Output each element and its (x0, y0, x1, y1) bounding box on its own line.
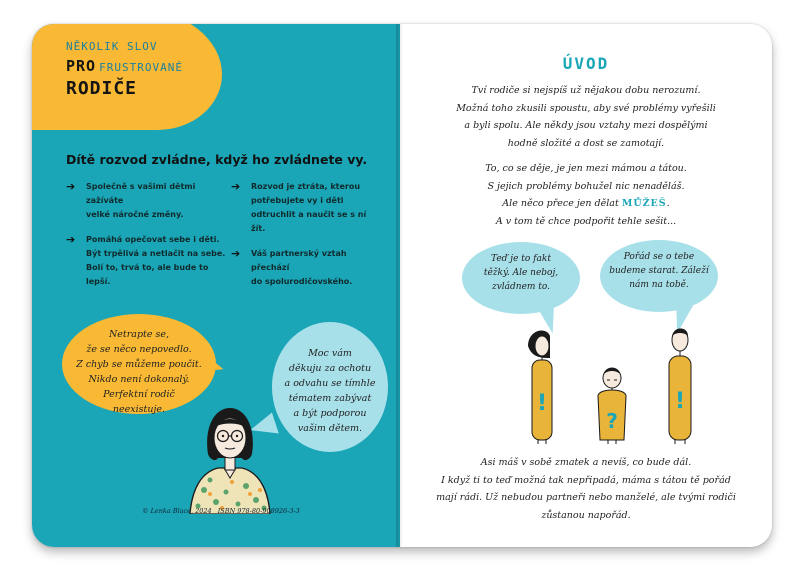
bullet-column-1 (66, 180, 226, 300)
isbn-text: ISBN 978-80-908926-3-3 (217, 507, 300, 515)
bullet-line: odtruchlit a naučit se s ní žít. (251, 210, 367, 233)
footer-credits (142, 507, 300, 515)
intro-paragraph-1 (400, 82, 772, 152)
bullet-item (66, 180, 226, 222)
bubble-line: nám na tobě. (629, 280, 689, 290)
paragraph-line: S jejich problémy bohužel nic nenaděláš. (487, 180, 685, 192)
bubble-line: zvládnem to. (491, 282, 551, 292)
bubble-line: tématem zabývat (288, 393, 372, 404)
paragraph-line: I když ti to teď možná tak nepřipadá, máma s tátou tě pořád (441, 474, 731, 486)
arrow-right-icon: ➔ (231, 180, 241, 193)
paragraph-line (400, 195, 772, 213)
speech-bubble-cyan-text (272, 346, 388, 436)
woman-illustration (180, 398, 280, 514)
bullet-line: Váš partnerský vztah přechází (251, 249, 347, 272)
title-line2-small: FRUSTROVANÉ (99, 61, 183, 74)
bubble-line: Moc vám (308, 348, 352, 359)
paragraph-line: zůstanou napořád. (541, 509, 631, 521)
paragraph-line: A v tom tě chce podpořit tehle sešit... (495, 215, 677, 227)
left-page-title (66, 40, 183, 99)
paragraph-line: Možná toho zkusili spoustu, aby své problémy vyřešili (456, 102, 716, 114)
bubble-line: Z chyb se můžeme poučit. (76, 359, 202, 370)
bullet-item (66, 233, 226, 289)
paragraph-line: mají rádi. Už nebudou partneři nebo manželé, ale tvými rodiči (436, 492, 736, 503)
bullet-item (231, 247, 381, 289)
bubble-line: neexistuje. (112, 404, 166, 415)
highlight-word: MŮŽEŠ (621, 198, 667, 209)
bubble-line: Pořád se o tebe (623, 252, 695, 262)
arrow-right-icon: ➔ (66, 233, 76, 246)
question-mark: ? (606, 409, 618, 433)
bullet-line: Pomáhá opečovat sebe i děti. (86, 235, 220, 244)
line-part: . (666, 198, 670, 209)
booklet-spread (32, 24, 772, 547)
arrow-right-icon: ➔ (66, 180, 76, 193)
line-part: Ale něco přece jen dělat (502, 198, 619, 209)
right-page-title: ÚVOD (562, 54, 610, 73)
title-line3: RODIČE (66, 78, 138, 99)
bubble-line: že se něco nepovedlo. (86, 344, 192, 355)
copyright-text: © Lenka Blace, 2024 (142, 507, 212, 515)
bullet-column-2 (231, 180, 381, 300)
speech-bubble-left-text (462, 252, 580, 294)
bullet-item (231, 180, 381, 236)
title-line2 (66, 57, 183, 75)
bubble-line: a být podporou (293, 408, 367, 419)
paragraph-line: To, co se děje, je jen mezi mámou a tátou. (485, 163, 687, 174)
exclamation-mark: ! (674, 389, 686, 414)
child-figure (598, 368, 626, 444)
title-line2-bold: PRO (66, 57, 97, 75)
right-page (400, 24, 772, 547)
paragraph-line: Asi máš v sobě zmatek a nevíš, co bude dál. (480, 457, 692, 468)
bullet-line: potřebujete vy i děti (251, 196, 344, 205)
paragraph-line: hodně složité a dost se zamotají. (507, 137, 665, 149)
mother-figure (528, 331, 552, 444)
bubble-line: těžký. Ale neboj, (483, 268, 559, 278)
family-figures-illustration (520, 324, 700, 449)
bubble-line: a odvahu se tímhle (284, 378, 376, 389)
bubble-line: budeme starat. Záleží (609, 266, 709, 276)
speech-bubble-right-text (600, 250, 718, 292)
paragraph-line: Tví rodiče si nejspíš už nějakou dobu nerozumí. (471, 85, 701, 96)
bubble-line: Netrapte se, (108, 329, 169, 340)
bullet-line: Společně s vašimi dětmi zažíváte (86, 182, 196, 205)
arrow-right-icon: ➔ (231, 247, 241, 260)
father-figure (669, 329, 691, 445)
title-line1: NĚKOLIK SLOV (66, 40, 158, 53)
bubble-line: Teď je to fakt (491, 254, 551, 264)
bullet-line: velké náročné změny. (86, 210, 184, 219)
left-page (32, 24, 400, 547)
left-headline: Dítě rozvod zvládne, když ho zvládnete vy. (66, 152, 368, 167)
intro-paragraph-2 (400, 160, 772, 230)
bullet-line: Rozvod je ztráta, kterou (251, 182, 361, 191)
bubble-line: Nikdo není dokonalý. (88, 374, 190, 385)
bullet-line: do spolurodičovského. (251, 277, 353, 286)
bullet-line: Bolí to, trvá to, ale bude to lepší. (86, 263, 209, 286)
bubble-line: vašim dětem. (297, 423, 363, 434)
exclamation-mark: ! (536, 391, 548, 416)
intro-paragraph-3 (400, 454, 772, 524)
bullet-line: Být trpělivá a netlačit na sebe. (86, 249, 226, 258)
bubble-line: děkuju za ochotu (288, 363, 372, 374)
bubble-line: Perfektní rodič (103, 389, 175, 400)
paragraph-line: a byli spolu. Ale někdy jsou vztahy mezi dospělými (464, 120, 708, 131)
